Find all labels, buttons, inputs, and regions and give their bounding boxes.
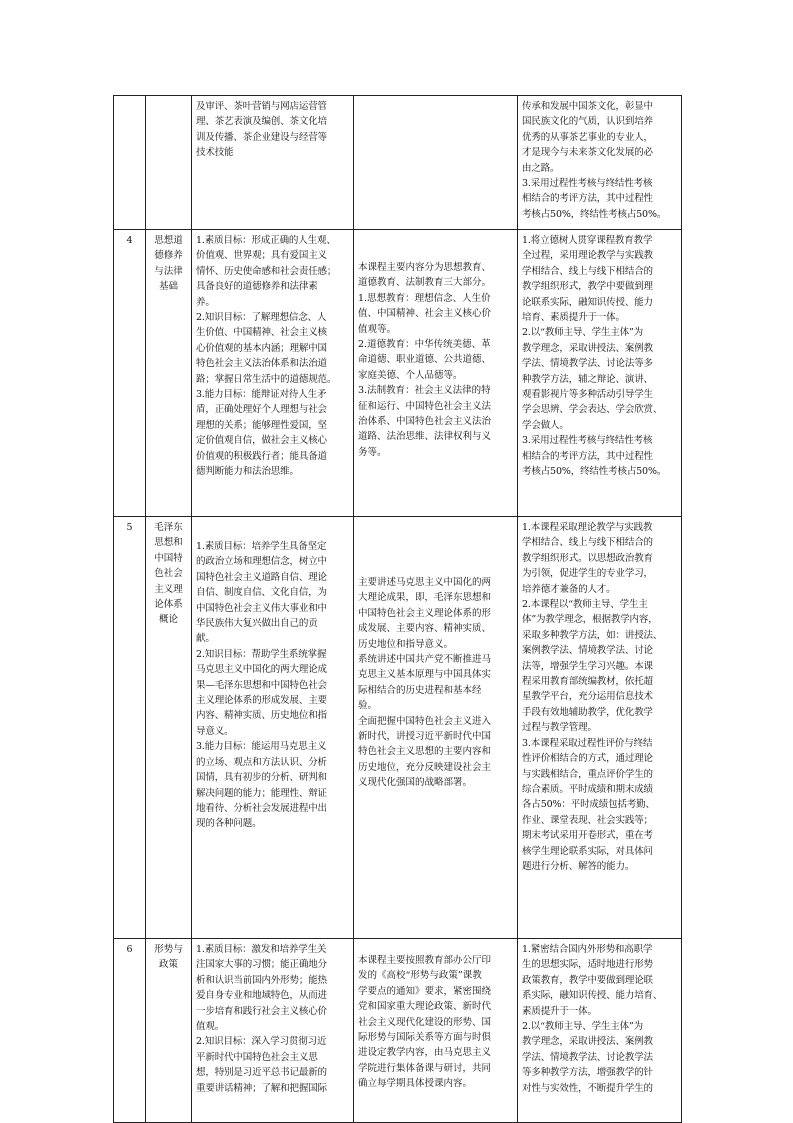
cell-line: 生价值、中国精神、社会主义核 — [196, 327, 327, 339]
cell-line: 教学理念，采取讲授法、案例教 — [522, 1036, 653, 1048]
cell-line: 学法、情境教学法、讨论法等多 — [522, 358, 653, 370]
cell-line: 1.素质目标：培养学生具备坚定 — [196, 541, 327, 552]
cell-line: 培养德才兼备的人才。 — [522, 583, 616, 595]
cell-line: 与法律 — [154, 265, 183, 277]
cell-line: 学院进行集体备课与研讨，共同 — [358, 1062, 492, 1074]
cell-line: 培育、素质提升于一体。 — [522, 312, 625, 324]
course-name — [146, 230, 192, 517]
content-cell — [354, 96, 518, 230]
cell-line: 案例教学法、情境教学法、讨论 — [522, 645, 653, 657]
cell-line: 概论 — [158, 614, 178, 626]
cell-line: 献。 — [196, 633, 215, 645]
cell-line: 3.能力目标：能辩证对待人生矛 — [196, 389, 327, 401]
cell-line: 2.本课程以“教师主导、学生主 — [522, 599, 648, 611]
cell-line: 克思主义基本原理与中国具体实 — [358, 669, 492, 681]
cell-line: 相结合的考评方法，其中过程性 — [522, 193, 653, 205]
cell-line: 对性与实效性，不断提升学生的 — [522, 1082, 653, 1094]
cell-line: 析和认识当前国内外形势；能热 — [196, 974, 327, 986]
cell-line: 国特色社会主义道路自信、理论 — [196, 571, 327, 583]
cell-line: 的立场、观点和方法认识、分析 — [196, 756, 327, 768]
cell-line: 素质提升于一体。 — [522, 1005, 597, 1017]
objectives-cell — [192, 939, 354, 1123]
content-cell — [354, 939, 518, 1123]
cell-line: 情怀、历史使命感和社会责任感； — [196, 265, 337, 277]
cell-line: 本课程主要内容分为思想教育、 — [358, 262, 492, 273]
cell-line: 特色社会主义法治体系和法治道 — [196, 358, 327, 370]
cell-line: 爱自身专业和地域特色，从而进 — [196, 990, 327, 1002]
cell-line: 自信、制度自信、文化自信，为 — [196, 587, 327, 599]
cell-line: 值观等。 — [358, 323, 397, 335]
cell-line: 定价值观自信，做社会主义核心 — [196, 435, 327, 447]
table-row — [114, 517, 682, 939]
cell-line: 2.道德教育：中华传统美德、革 — [358, 339, 491, 351]
cell-line: 观看影视片等多种活动引导学生 — [522, 389, 653, 401]
cell-line: 华民族伟大复兴做出自己的贡 — [196, 618, 318, 630]
cell-line: 中国特色社会主义伟大事业和中 — [196, 602, 327, 614]
cell-line: 中国特 — [154, 552, 183, 564]
cell-line: 3.能力目标：能运用马克思主义 — [196, 741, 327, 753]
cell-line: 3.采用过程性考核与终结性考核 — [522, 435, 653, 447]
cell-line: 思想道 — [154, 235, 183, 246]
cell-line: 德判断能力和法治思维。 — [196, 466, 299, 478]
cell-line: 教学理念，采取讲授法、案例教 — [522, 342, 653, 354]
cell-line: 一步培育和践行社会主义核心价 — [196, 1005, 327, 1017]
cell-line: 思想和 — [154, 537, 183, 549]
requirements-cell — [518, 939, 682, 1123]
cell-line: 理、茶艺表演及编创、茶文化培 — [196, 116, 327, 128]
cell-line: 主义理论体系的形成发展、主要 — [196, 695, 327, 707]
cell-line: 想，特别是习近平总书记最新的 — [196, 1067, 327, 1079]
cell-line: 等多种教学方法，增强教学的针 — [522, 1067, 653, 1079]
cell-line: 历史地位，充分反映建设社会主 — [358, 761, 492, 773]
cell-line: 发的《高校“形势与政策”课教 — [358, 970, 482, 982]
cell-line: 题进行分析、解答的能力。 — [522, 860, 635, 872]
cell-line: 2.知识目标：帮助学生系统掌握 — [196, 648, 327, 660]
cell-line: 核学生理论联系实际，对具体问 — [522, 845, 653, 857]
row-number — [114, 96, 146, 230]
cell-line: 训及传播、茶企业建设与经营等 — [196, 131, 327, 143]
cell-line: 家庭美德、个人品德等。 — [358, 369, 463, 381]
cell-line: 全过程，采用理论教学与实践教 — [522, 250, 653, 262]
cell-line: 征和运行、中国特色社会主义法 — [358, 400, 492, 412]
requirements-cell — [518, 96, 682, 230]
cell-line: 导意义。 — [196, 725, 234, 737]
cell-line: 心价值观的基本内涵；理解中国 — [196, 342, 327, 354]
cell-line: 体”为教学理念，根据教学内容， — [522, 614, 658, 626]
cell-line: 中国特色社会主义理论体系的形 — [358, 607, 492, 619]
cell-line: 政策 — [158, 959, 178, 971]
cell-line: 义现代化强国的战略部署。 — [358, 777, 473, 789]
cell-line: 综合素质。平时成绩和期末成绩 — [522, 783, 653, 795]
content-cell — [354, 230, 518, 517]
cell-line: 历史地位和指导意义。 — [358, 638, 454, 650]
cell-line: 2.知识目标：深入学习贯彻习近 — [196, 1036, 327, 1048]
cell-line: 值、中国精神、社会主义核心价 — [358, 308, 492, 320]
cell-line: 国民族文化的气质，认识到培养 — [522, 116, 653, 128]
cell-line: 务等。 — [358, 446, 387, 458]
cell-line: 理想的关系；能够理性爱国，坚 — [196, 419, 327, 431]
cell-line: 大理论成果，即，毛泽东思想和 — [358, 592, 492, 604]
row-number: 4 — [114, 230, 146, 517]
cell-line: 1.素质目标：形成正确的人生观、 — [196, 235, 336, 246]
cell-line: 种教学方法，辅之辩论、演讲、 — [522, 373, 653, 385]
cell-line: 政策教育，教学中要做到理论联 — [522, 974, 653, 986]
cell-line: 内容、精神实质、历史地位和指 — [196, 710, 327, 722]
cell-line: 作业、课堂表现、社会实践等； — [522, 814, 653, 826]
cell-line: 1.将立德树人贯穿课程教育教学 — [522, 235, 653, 246]
cell-line: 优秀的从事茶艺事业的专业人， — [522, 131, 653, 143]
cell-line: 教学组织形式，教学中要做到理 — [522, 281, 653, 293]
cell-line: 学相结合、线上与线下相结合的 — [522, 537, 653, 549]
cell-line: 3.法制教育：社会主义法律的特 — [358, 385, 491, 397]
cell-line: 解决问题的能力；能理性、辩证 — [196, 787, 327, 799]
cell-line: 考核占50%，终结性考核占50%。 — [522, 466, 667, 478]
table-row — [114, 96, 682, 230]
cell-line: 论体系 — [154, 599, 183, 611]
cell-line: 价值观、世界观；具有爱国主义 — [196, 250, 327, 262]
course-name — [146, 517, 192, 939]
cell-line: 党和国家重大理论政策、新时代 — [358, 1001, 492, 1013]
requirements-cell — [518, 517, 682, 939]
cell-line: 路；掌握日常生活中的道德规范。 — [196, 373, 337, 385]
cell-line: 现的各种问题。 — [196, 818, 262, 830]
cell-line: 盾，正确处理好个人理想与社会 — [196, 404, 327, 416]
cell-line: 进设定教学内容，由马克思主义 — [358, 1047, 492, 1059]
objectives-cell — [192, 517, 354, 939]
cell-line: 考核占50%，终结性考核占50%。 — [522, 208, 667, 220]
cell-line: 学法、情境教学法、讨论教学法 — [522, 1051, 653, 1063]
cell-line: 具备良好的道德修养和法律素 — [196, 281, 318, 293]
cell-line: 本课程主要按照教育部办公厅印 — [358, 955, 492, 966]
row-number: 6 — [114, 939, 146, 1123]
curriculum-table — [113, 95, 682, 1123]
content-cell — [354, 517, 518, 939]
cell-line: 主要讲述马克思主义中国化的两 — [358, 577, 492, 588]
cell-line: 新时代，讲授习近平新时代中国 — [358, 731, 492, 743]
table-row — [114, 230, 682, 517]
cell-line: 马克思主义中国化的两大理论成 — [196, 664, 327, 676]
cell-line: 形势与 — [154, 944, 183, 955]
cell-line: 色社会 — [154, 568, 183, 580]
cell-line: 法等，增强学生学习兴趣。本课 — [522, 660, 653, 672]
cell-line: 重要讲话精神；了解和把握国际 — [196, 1082, 327, 1094]
cell-line: 技术技能 — [196, 147, 234, 159]
cell-line: 论联系实际，融知识传授、能力 — [522, 296, 653, 308]
cell-line: 特色社会主义思想的主要内容和 — [358, 746, 492, 758]
cell-line: 学会做人。 — [522, 419, 569, 431]
cell-line: 采取多种教学方法，如：讲授法、 — [522, 629, 663, 641]
cell-line: 1.思想教育：理想信念、人生价 — [358, 292, 491, 304]
cell-line: 及审评、茶叶营销与网店运营管 — [196, 101, 327, 112]
cell-line: 传承和发展中国茶文化，彰显中 — [522, 101, 653, 112]
objectives-cell — [192, 230, 354, 517]
cell-line: 系实际，融知识传授、能力培育、 — [522, 990, 663, 1002]
cell-line: 养。 — [196, 296, 215, 308]
cell-line: 才是现今与未来茶文化发展的必 — [522, 147, 653, 159]
cell-line: 性评价相结合的方式，通过理论 — [522, 753, 653, 765]
row-number: 5 — [114, 517, 146, 939]
cell-line: 地看待、分析社会发展进程中出 — [196, 802, 327, 814]
cell-line: 各占50%：平时成绩包括考勤、 — [522, 799, 655, 811]
cell-line: 治体系、中国特色社会主义法治 — [358, 416, 492, 428]
cell-line: 由之路。 — [522, 162, 560, 174]
cell-line: 命道德、职业道德、公共道德、 — [358, 354, 492, 366]
cell-line: 星教学平台，充分运用信息技术 — [522, 691, 653, 703]
cell-line: 2.以“教师主导、学生主体”为 — [522, 327, 644, 339]
cell-line: 果—毛泽东思想和中国特色社会 — [196, 679, 327, 691]
cell-line: 主义理 — [154, 583, 183, 595]
cell-line: 基础 — [158, 281, 178, 293]
cell-line: 道德教育、法制教育三大部分。 — [358, 277, 492, 289]
cell-line: 为引领，促进学生的专业学习， — [522, 568, 653, 580]
cell-line: 值观。 — [196, 1021, 225, 1033]
cell-line: 验。 — [358, 700, 378, 712]
cell-line: 1.紧密结合国内外形势和高职学 — [522, 944, 653, 955]
cell-line: 社会主义现代化建设的形势、国 — [358, 1016, 492, 1028]
cell-line: 3.采用过程性考核与终结性考核 — [522, 178, 653, 190]
cell-line: 际相结合的历史进程和基本经 — [358, 684, 482, 696]
course-name — [146, 96, 192, 230]
cell-line: 过程与教学管理。 — [522, 722, 597, 734]
cell-line: 德修养 — [154, 250, 183, 262]
cell-line: 确立每学期具体授课内容。 — [358, 1078, 473, 1090]
cell-line: 全面把握中国特色社会主义进入 — [358, 715, 492, 727]
cell-line: 学要点的通知》要求，紧密围绕 — [358, 985, 492, 997]
cell-line: 与实践相结合，重点评价学生的 — [522, 768, 653, 780]
cell-line: 教学组织形式。以思想政治教育 — [522, 552, 653, 564]
cell-line: 2.知识目标：了解理想信念、人 — [196, 312, 327, 324]
cell-line: 生的思想实际，适时地进行形势 — [522, 959, 653, 971]
cell-line: 期末考试采用开卷形式，重在考 — [522, 830, 653, 842]
course-name — [146, 939, 192, 1123]
cell-line: 毛泽东 — [154, 522, 183, 533]
cell-line: 道路、法治思维、法律权利与义 — [358, 431, 492, 443]
cell-line: 价值观的积极践行者；能具备道 — [196, 450, 327, 462]
cell-line: 平新时代中国特色社会主义思 — [196, 1051, 318, 1063]
cell-line: 学会思辨、学会表达、学会欣赏、 — [522, 404, 663, 416]
cell-line: 3.本课程采取过程性评价与终结 — [522, 737, 653, 749]
requirements-cell — [518, 230, 682, 517]
cell-line: 国情，具有初步的分析、研判和 — [196, 772, 327, 784]
cell-line: 系统讲述中国共产党不断推进马 — [358, 654, 492, 666]
cell-line: 1.素质目标：激发和培养学生关 — [196, 944, 327, 955]
cell-line: 2.以“教师主导、学生主体”为 — [522, 1021, 644, 1033]
cell-line: 手段有效地辅助教学，优化教学 — [522, 706, 653, 718]
cell-line: 成发展、主要内容、精神实质、 — [358, 623, 492, 635]
cell-line: 学相结合、线上与线下相结合的 — [522, 265, 653, 277]
objectives-cell — [192, 96, 354, 230]
cell-line: 程采用教育部统编教材，依托超 — [522, 676, 653, 688]
cell-line: 的政治立场和理想信念，树立中 — [196, 556, 327, 568]
table-row — [114, 939, 682, 1123]
cell-line: 相结合的考评方法，其中过程性 — [522, 450, 653, 462]
cell-line: 注国家大事的习惯；能正确地分 — [196, 959, 327, 971]
cell-line: 1.本课程采取理论教学与实践教 — [522, 522, 653, 533]
cell-line: 际形势与国际关系等方面与时俱 — [358, 1032, 492, 1044]
